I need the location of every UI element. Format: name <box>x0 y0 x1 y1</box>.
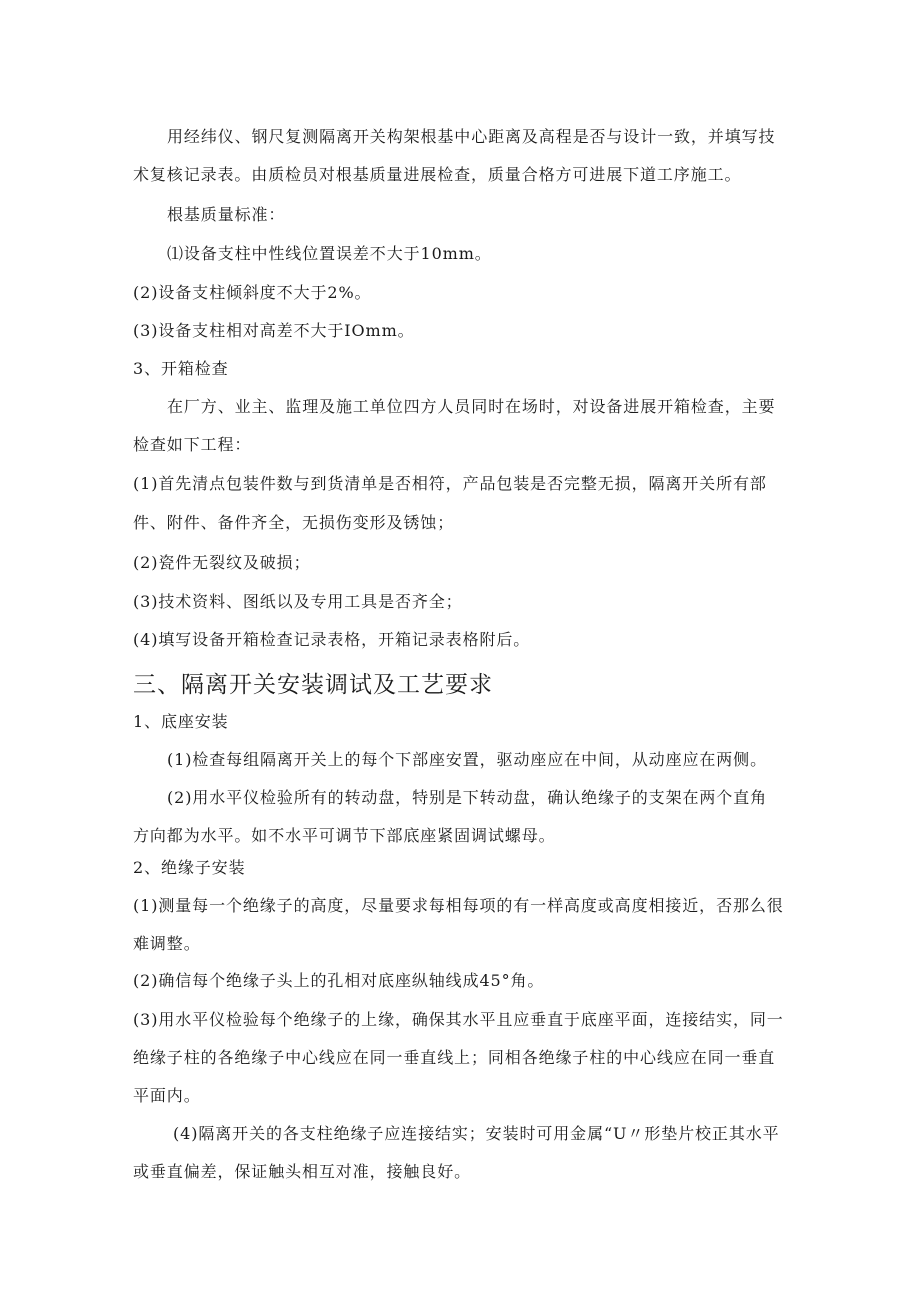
list-item: 难调整。 <box>133 934 201 953</box>
list-item: 或垂直偏差，保证触头相互对准，接触良好。 <box>133 1162 472 1181</box>
chapter-heading: 三、隔离开关安装调试及工艺要求 <box>133 672 493 698</box>
list-item: (2)用水平仪检验所有的转动盘，特别是下转动盘，确认绝缘子的支架在两个直角 <box>167 788 767 807</box>
list-item: 绝缘子柱的各绝缘子中心线应在同一垂直线上；同相各绝缘子柱的中心线应在同一垂直 <box>133 1048 776 1067</box>
list-item: (2)确信每个绝缘子头上的孔相对底座纵轴线成45°角。 <box>133 971 545 990</box>
paragraph-line: 用经纬仪、钢尺复测隔离开关构架根基中心距离及高程是否与设计一致，并填写技 <box>167 127 776 146</box>
list-item: (3)设备支柱相对高差不大于IOmm。 <box>133 321 415 340</box>
list-item: (2)瓷件无裂纹及破损； <box>133 553 311 572</box>
list-item: ⑴设备支柱中性线位置误差不大于10mm。 <box>167 244 492 263</box>
section-heading: 2、绝缘子安装 <box>133 858 246 877</box>
list-item: (4)填写设备开箱检查记录表格，开箱记录表格附后。 <box>133 630 531 649</box>
list-item: (3)技术资料、图纸以及专用工具是否齐全； <box>133 592 463 611</box>
list-item: 件、附件、备件齐全，无损伤变形及锈蚀； <box>133 513 455 532</box>
subheading: 根基质量标准： <box>167 205 286 224</box>
section-heading: 3、开箱检查 <box>133 359 229 378</box>
paragraph-line: 检查如下工程： <box>133 435 252 454</box>
list-item: (3)用水平仪检验每个绝缘子的上缘，确保其水平且应垂直于底座平面，连接结实，同一 <box>133 1010 784 1029</box>
list-item: (4)隔离开关的各支柱绝缘子应连接结实；安装时可用金属“U〃形垫片校正其水平 <box>173 1124 780 1143</box>
list-item: 平面内。 <box>133 1086 201 1105</box>
section-heading: 1、底座安装 <box>133 712 229 731</box>
paragraph-line: 术复核记录表。由质检员对根基质量进展检查，质量合格方可进展下道工序施工。 <box>133 165 742 184</box>
list-item: 方向都为水平。如不水平可调节下部底座紧固调试螺母。 <box>133 826 556 845</box>
list-item: (1)检查每组隔离开关上的每个下部座安置，驱动座应在中间，从动座应在两侧。 <box>167 750 767 769</box>
list-item: (2)设备支柱倾斜度不大于2%。 <box>133 283 372 302</box>
list-item: (1)测量每一个绝缘子的高度，尽量要求每相每项的有一样高度或高度相接近，否那么很 <box>133 896 784 915</box>
list-item: (1)首先清点包装件数与到货清单是否相符，产品包装是否完整无损，隔离开关所有部 <box>133 474 767 493</box>
paragraph-line: 在厂方、业主、监理及施工单位四方人员同时在场时，对设备进展开箱检查，主要 <box>167 397 776 416</box>
